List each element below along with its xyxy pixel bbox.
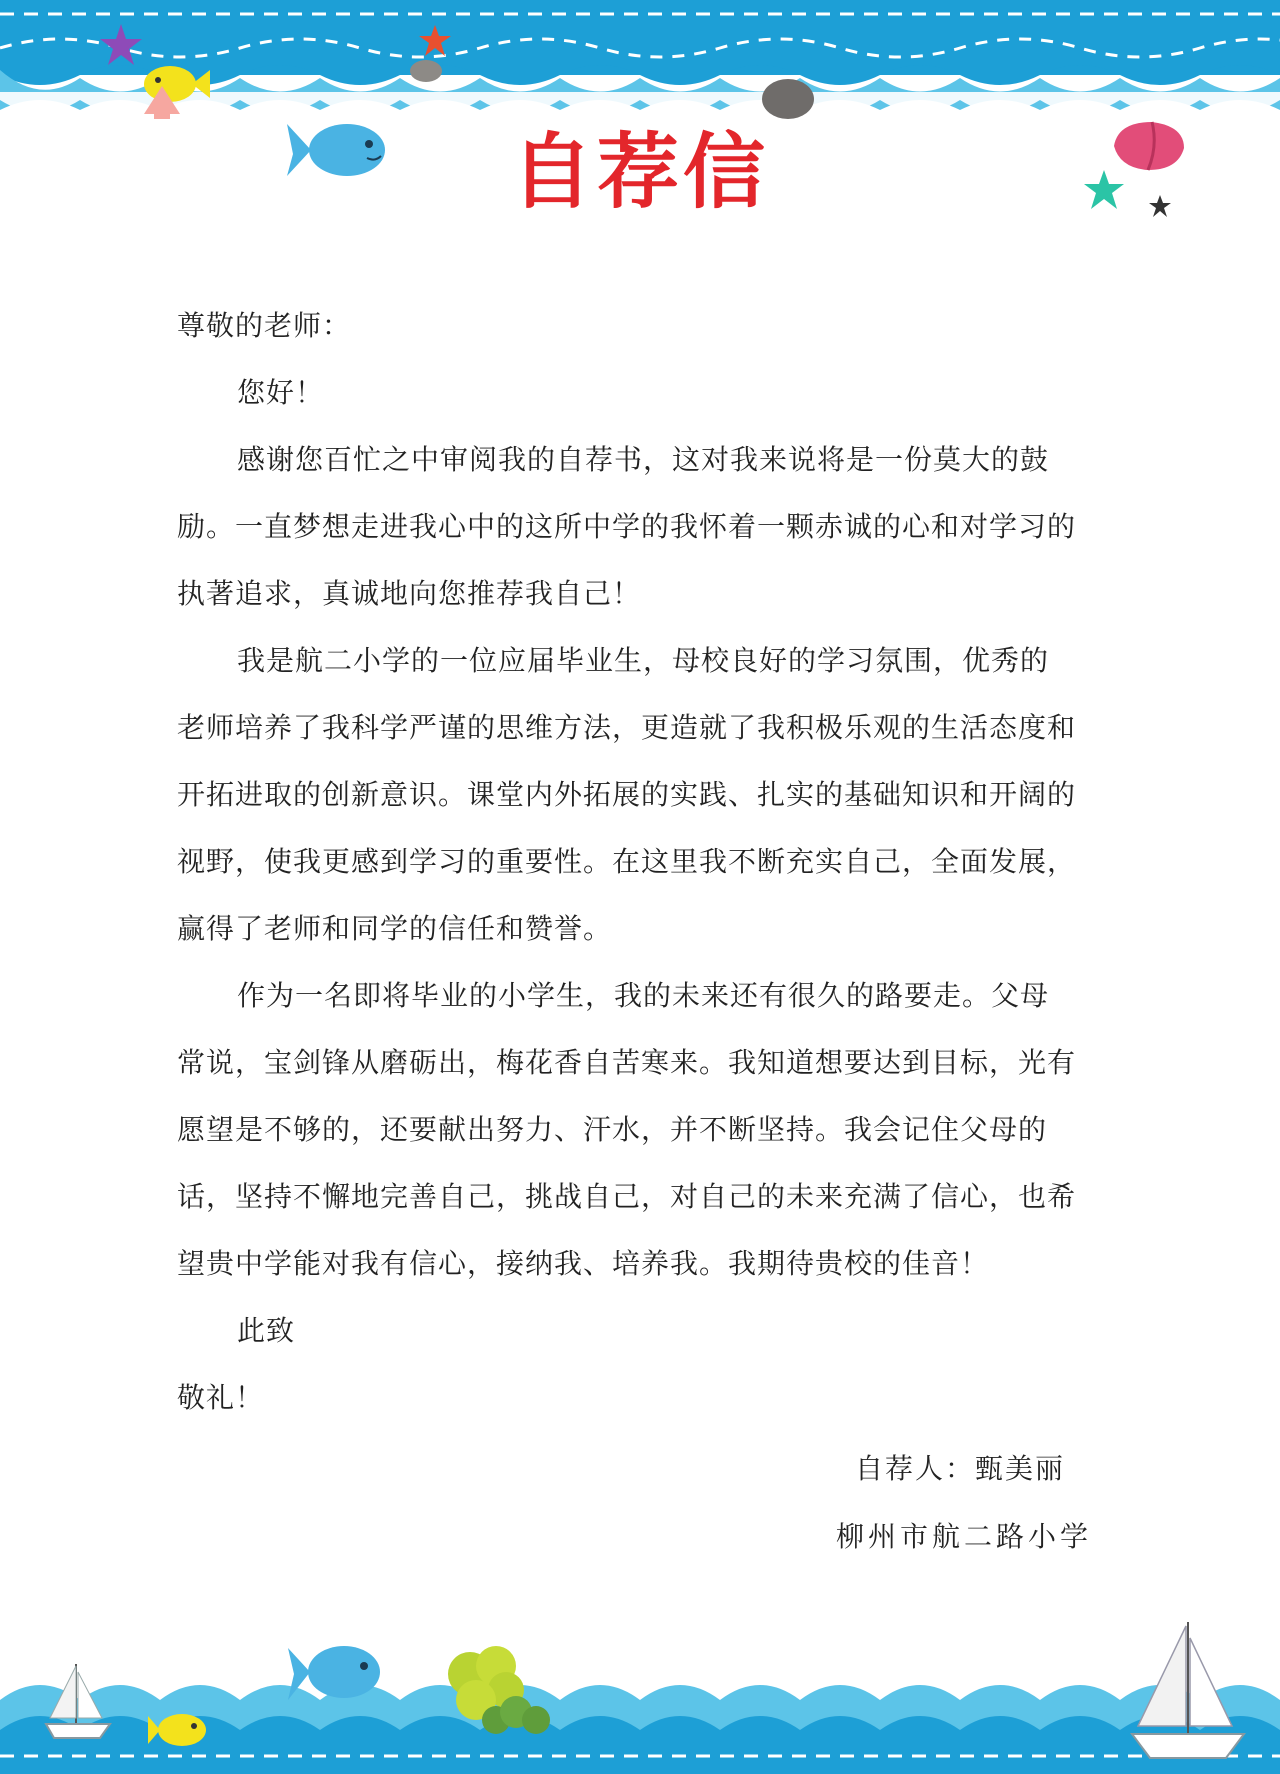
small-sailboat-icon	[42, 1660, 114, 1748]
red-starfish-icon	[418, 24, 452, 58]
signer-school: 柳州市航二路小学	[835, 1520, 1092, 1553]
small-stone-icon	[408, 58, 444, 84]
paragraph-1: 感谢您百忙之中审阅我的自荐书，这对我来说将是一份莫大的鼓励。一直梦想走进我心中的这所中学的我怀着一颗赤诚的心和对学习的执著追求，真诚地向您推荐我自己！	[177, 443, 1077, 610]
yellow-fish-icon-bottom	[148, 1708, 210, 1752]
pink-shell-icon	[142, 84, 182, 120]
greeting: 您好！	[237, 376, 325, 409]
paragraph-2: 我是航二小学的一位应届毕业生，母校良好的学习氛围，优秀的老师培养了我科学严谨的思维方法，更造就了我积极乐观的生活态度和开拓进取的创新意识。课堂内外拓展的实践、扎实的基础知识和开阔的视野，使我更感到学习的重要性。在这里我不断充实自己，全面发展，赢得了老师和同学的信任和赞誉。	[177, 644, 1077, 945]
blue-fish-icon-bottom	[288, 1636, 388, 1708]
page-title: 自荐信	[510, 125, 769, 220]
paragraph-3: 作为一名即将毕业的小学生，我的未来还有很久的路要走。父母常说，宝剑锋从磨砺出，梅花香自苦寒来。我知道想要达到目标，光有愿望是不够的，还要献出努力、汗水，并不断坚持。我会记住父母的话，坚持不懈地完善自己，挑战自己，对自己的未来充满了信心，也希望贵中学能对我有信心，接纳我、培养我。我期待贵校的佳音！	[177, 979, 1077, 1280]
signer-name: 自荐人：甄美丽	[854, 1452, 1065, 1485]
purple-starfish-icon	[98, 22, 144, 68]
regards: 敬礼！	[177, 1381, 265, 1414]
closing: 此致	[237, 1314, 296, 1347]
gray-stone-icon	[760, 76, 816, 122]
green-coral-icon	[480, 1692, 552, 1738]
large-sailboat-icon	[1128, 1618, 1248, 1768]
salutation: 尊敬的老师：	[177, 309, 352, 342]
letter-body	[177, 292, 1077, 1431]
